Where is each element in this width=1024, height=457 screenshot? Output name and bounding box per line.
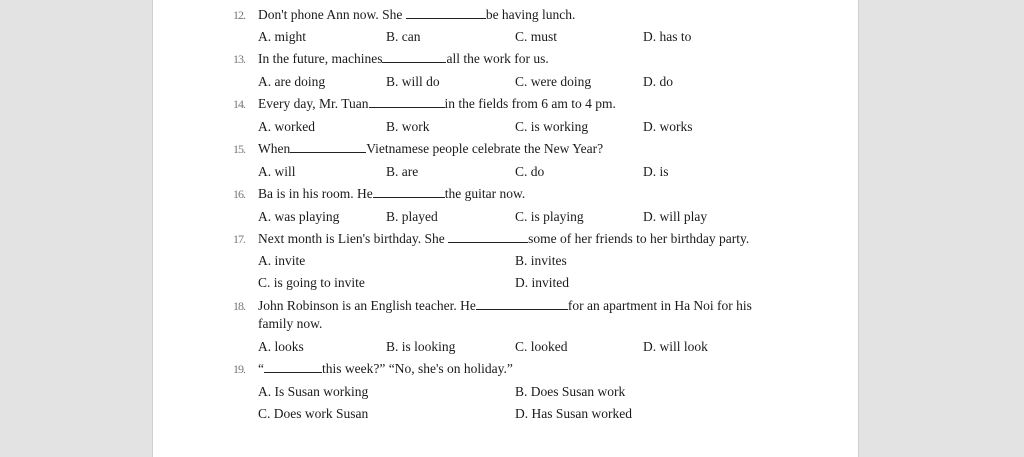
option-b: B. invites (515, 253, 567, 268)
option-a: A. Is Susan working (258, 384, 369, 399)
option-d: D. has to (643, 29, 692, 44)
option-d: D. will play (643, 209, 708, 224)
question-stem: Next month is Lien's birthday. She some of her friends to her birthday party. (258, 231, 750, 246)
question-stem: John Robinson is an English teacher. He for an apartment in Ha Noi for his family now. (258, 298, 752, 331)
option-b: B. work (386, 119, 430, 134)
option-b: B. is looking (386, 339, 456, 354)
option-c: C. must (515, 29, 558, 44)
option-c: C. is playing (515, 209, 584, 224)
question-number: 13. (233, 52, 245, 66)
question-stem: Every day, Mr. Tuan in the fields from 6 am to 4 pm. (258, 96, 616, 111)
answer-blank (369, 96, 445, 108)
option-c: C. were doing (515, 74, 592, 89)
option-b: B. played (386, 209, 438, 224)
question-number: 16. (233, 187, 245, 201)
option-c: C. looked (515, 339, 568, 354)
option-d: D. works (643, 119, 693, 134)
option-a: A. are doing (258, 74, 326, 89)
answer-blank (406, 7, 486, 19)
option-a: A. might (258, 29, 307, 44)
option-b: B. can (386, 29, 421, 44)
option-c: C. is going to invite (258, 275, 365, 290)
option-a: A. worked (258, 119, 315, 134)
option-d: D. invited (515, 275, 569, 290)
question-stem: In the future, machines all the work for us. (258, 51, 549, 66)
option-a: A. will (258, 164, 296, 179)
option-b: B. Does Susan work (515, 384, 626, 399)
answer-blank (264, 361, 322, 373)
answer-blank (448, 231, 528, 243)
option-c: C. Does work Susan (258, 406, 369, 421)
option-a: A. invite (258, 253, 306, 268)
question-number: 12. (233, 8, 245, 22)
option-c: C. do (515, 164, 545, 179)
question-number: 17. (233, 232, 245, 246)
question-stem: Ba is in his room. He the guitar now. (258, 186, 526, 201)
option-b: B. are (386, 164, 419, 179)
answer-blank (476, 298, 568, 310)
answer-blank (373, 186, 445, 198)
question-number: 15. (233, 142, 245, 156)
option-d: D. is (643, 164, 669, 179)
option-b: B. will do (386, 74, 440, 89)
option-a: A. was playing (258, 209, 340, 224)
option-c: C. is working (515, 119, 589, 134)
option-a: A. looks (258, 339, 304, 354)
answer-blank (382, 51, 446, 63)
question-number: 19. (233, 362, 245, 376)
answer-blank (290, 141, 366, 153)
question-stem: “ this week?” “No, she's on holiday.” (258, 361, 513, 376)
question-stem: When Vietnamese people celebrate the New Year? (258, 141, 604, 156)
option-d: D. Has Susan worked (515, 406, 632, 421)
question-number: 14. (233, 97, 245, 111)
question-number: 18. (233, 299, 245, 313)
option-d: D. will look (643, 339, 708, 354)
option-d: D. do (643, 74, 673, 89)
question-stem: Don't phone Ann now. She be having lunch. (258, 7, 576, 22)
